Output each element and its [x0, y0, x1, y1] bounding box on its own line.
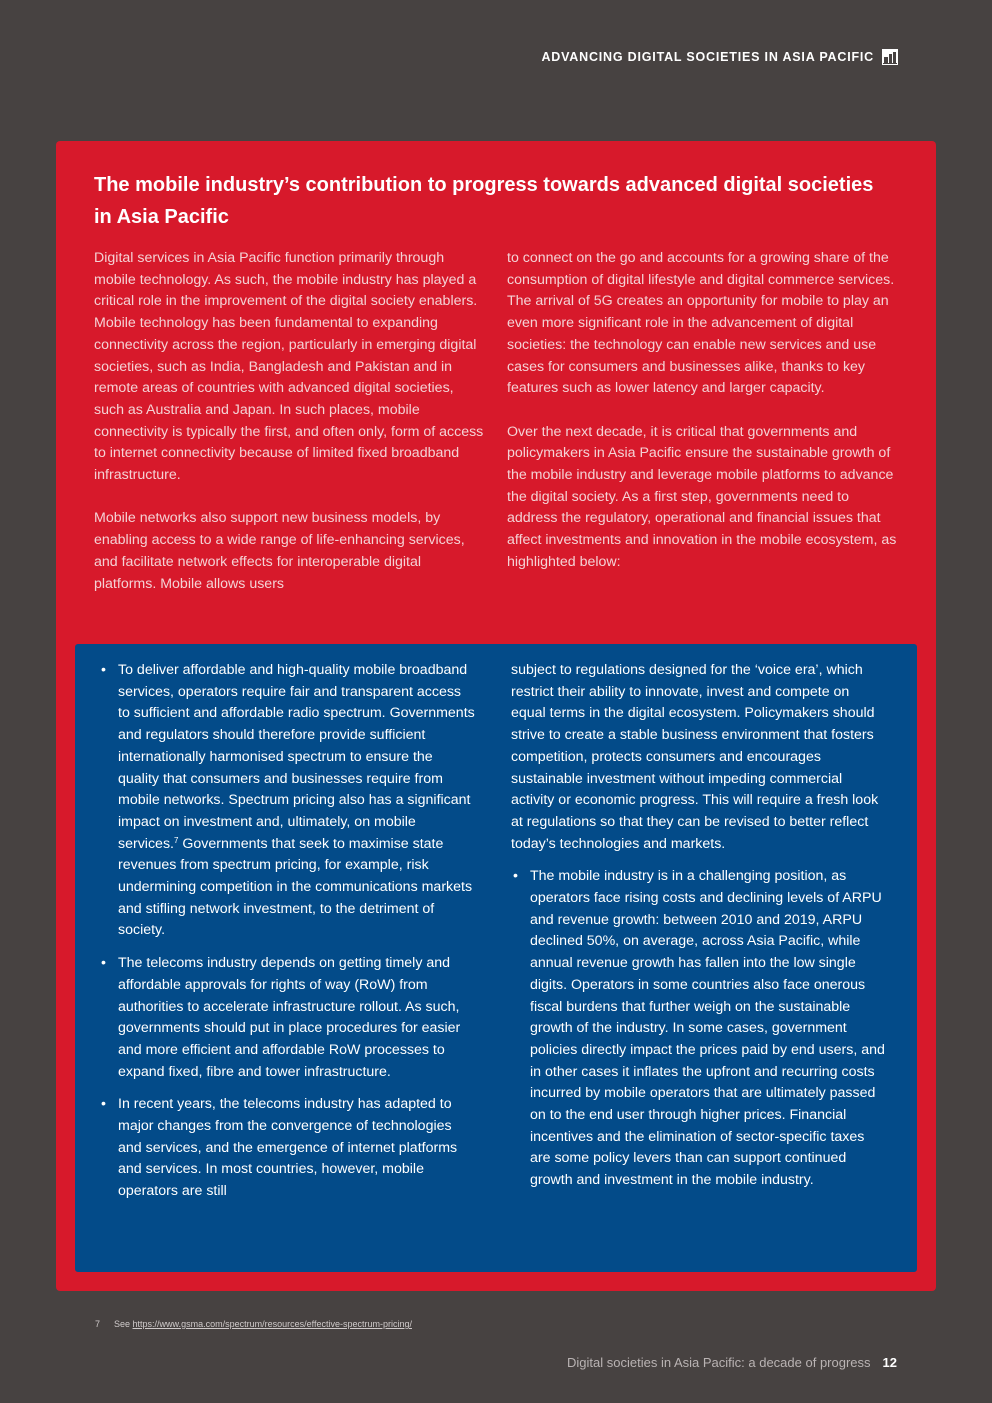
intro-paragraph: to connect on the go and accounts for a growing share of the consumption of digital lifestyle and digital commerce services. The arrival of 5G creates an opportunity for mobile to play an even more significant role in the advancement of digital societies: the technology can enable new services and use cases for consumers and businesses alike, thanks to key features such as lower latency and larger capacity. [507, 250, 895, 397]
bullet-item [99, 953, 475, 1083]
bullet-item [511, 866, 887, 1192]
bullet-dot: • [101, 1096, 106, 1113]
bullet-item [99, 1094, 475, 1203]
page-number: 12 [882, 1355, 897, 1370]
bullet-dot: • [101, 662, 106, 678]
footnote-prefix: See [114, 1319, 131, 1329]
running-header [541, 49, 898, 65]
footnote-ref: 7 [173, 835, 179, 845]
bullet-text: subject to regulations designed for the ‘voice era’, which restrict their ability to innovate, invest and compete on equal terms in the digital ecosystem. Policymakers should strive to create a stable business environment that fosters competition, protects consumers and encourages sustainable investment without impeding commercial activity or economic progress. This will require a fresh look at regulations so that they can be revised to better reflect today’s technologies and markets. [511, 662, 879, 852]
bullet-text: To deliver affordable and high-quality mobile broadband services, operators require fair and transparent access to sufficient and affordable radio spectrum. Governments and regulators should therefore provide sufficient internationally harmonised spectrum to ensure the quality that consumers and businesses require from mobile networks. Spectrum pricing also has a significant impact on investment and, ultimately, on mobile services. [118, 662, 475, 852]
panel-heading: The mobile industry’s contribution to progress towards advanced digital societies in Asia Pacific [94, 174, 874, 228]
bullet-list-left [99, 660, 475, 1214]
intro-paragraph: Mobile networks also support new business models, by enabling access to a wide range of life-enhancing services, and facilitate network effects for interoperable digital platforms. Mobile allows users [94, 510, 465, 592]
red-panel [56, 141, 936, 1291]
building-icon [882, 49, 898, 65]
footnote-number: 7 [95, 1319, 101, 1329]
bullet-item [99, 660, 475, 942]
footnote [95, 1319, 412, 1329]
bullet-dot: • [513, 868, 518, 885]
intro-column-right [507, 248, 899, 595]
intro-column-left [94, 248, 486, 617]
header-title: ADVANCING DIGITAL SOCIETIES IN ASIA PACIFIC [541, 50, 874, 64]
blue-panel [75, 644, 917, 1272]
footnote-link[interactable]: https://www.gsma.com/spectrum/resources/effective-spectrum-pricing/ [132, 1319, 412, 1329]
bullet-text: The telecoms industry depends on getting timely and affordable approvals for rights of way (RoW) from authorities to accelerate infrastructure rollout. As such, governments should put in place procedures for easier and more efficient and affordable RoW processes to expand fixed, fibre and tower infrastructure. [118, 955, 461, 1080]
bullet-continuation [511, 660, 887, 855]
bullet-dot: • [101, 955, 106, 972]
page-footer [567, 1355, 897, 1370]
footer-text: Digital societies in Asia Pacific: a decade of progress [567, 1355, 871, 1370]
bullet-text: The mobile industry is in a challenging position, as operators face rising costs and declining levels of ARPU and revenue growth: between 2010 and 2019, ARPU declined 50%, on average, across Asia Pacific, while annual revenue growth has fallen into the low single digits. Operators in some countries also face onerous fiscal burdens that further weigh on the sustainable growth of the industry. In some cases, government policies directly impact the prices paid by end users, and in other cases it inflates the upfront and recurring costs incurred by mobile operators that are ultimately passed on to the end user through higher prices. Financial incentives and the elimination of sector-specific taxes are some policy levers than can support continued growth and investment in the mobile industry. [530, 868, 885, 1189]
bullet-list-right [511, 660, 887, 1203]
bullet-text: In recent years, the telecoms industry has adapted to major changes from the convergence of technologies and services, and the emergence of internet platforms and services. In most countries, however, mobile operators are still [118, 1096, 458, 1200]
intro-paragraph: Over the next decade, it is critical that governments and policymakers in Asia Pacific ensure the sustainable growth of the mobile industry and leverage mobile platforms to advance the digital society. As a first step, governments need to address the regulatory, operational and financial issues that affect investments and innovation in the mobile ecosystem, as highlighted below: [507, 423, 897, 570]
intro-paragraph: Digital services in Asia Pacific function primarily through mobile technology. As such, the mobile industry has played a critical role in the improvement of the digital society enablers. Mobile technology has been fundamental to expanding connectivity across the region, particularly in emerging digital societies, such as India, Bangladesh and Pakistan and in remote areas of countries with advanced digital societies, such as Australia and Japan. In such places, mobile connectivity is typically the first, and often only, form of access to internet connectivity because of limited fixed broadband infrastructure. [94, 250, 484, 484]
bullet-text: Governments that seek to maximise state revenues from spectrum pricing, for example, risk undermining competition in the communications markets and stifling network investment, to the detriment of society. [118, 835, 473, 939]
